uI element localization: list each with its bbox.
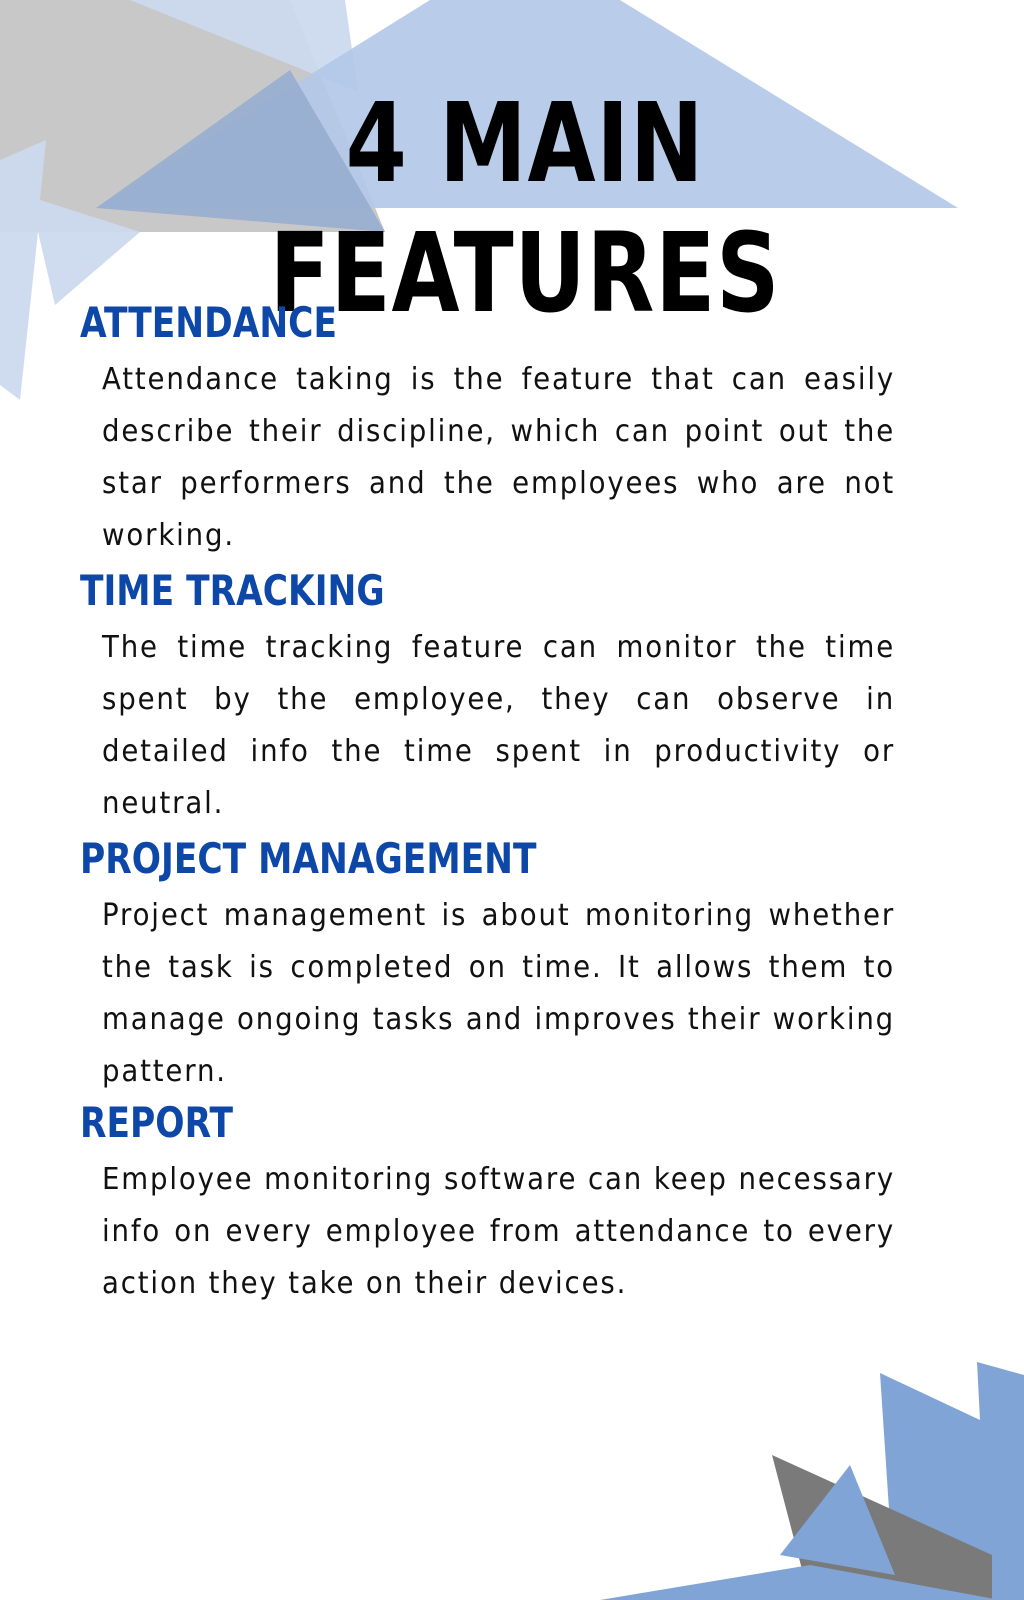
page-title: 4 MAIN FEATURES bbox=[269, 79, 781, 337]
feature-description: Project management is about monitoring whether the task is completed on time. It allows them to manage ongoing tasks and improves their working pattern. bbox=[102, 898, 896, 1089]
feature-heading: REPORT bbox=[80, 1098, 234, 1147]
feature-heading: ATTENDANCE bbox=[80, 298, 337, 347]
feature-description: Attendance taking is the feature that can easily describe their discipline, which can point out the star performers and the employees who are not working. bbox=[102, 362, 896, 553]
feature-heading: PROJECT MANAGEMENT bbox=[80, 834, 537, 883]
feature-description: The time tracking feature can monitor the time spent by the employee, they can observe in detailed info the time spent in productivity or neutral. bbox=[102, 630, 896, 821]
feature-heading: TIME TRACKING bbox=[80, 566, 385, 615]
feature-description: Employee monitoring software can keep necessary info on every employee from attendance to every action they take on their devices. bbox=[102, 1162, 896, 1301]
